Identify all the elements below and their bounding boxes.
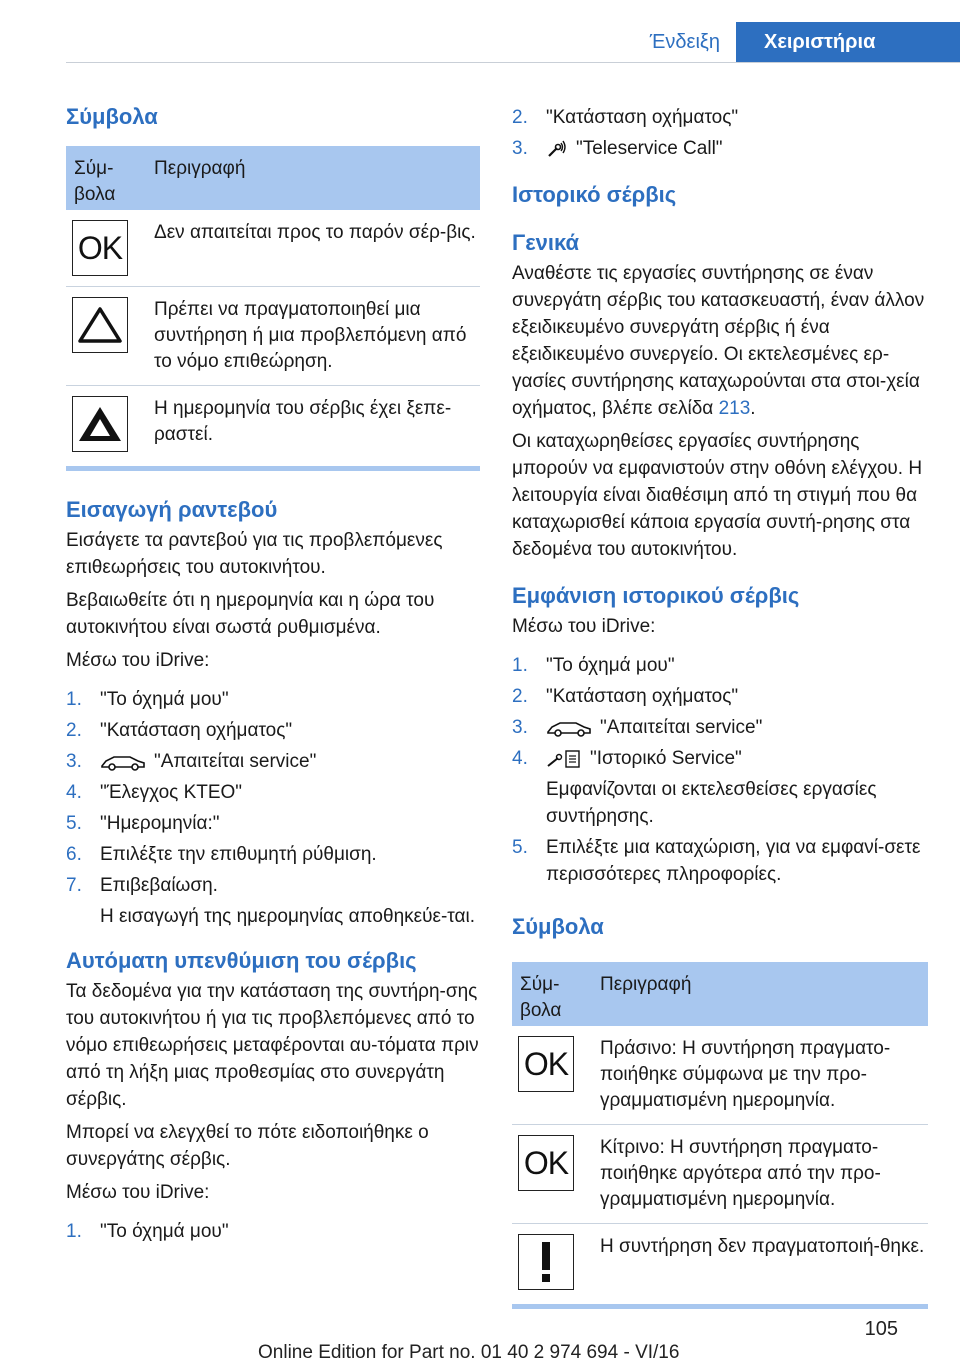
teleservice-steps — [512, 104, 928, 162]
footer — [0, 1318, 960, 1362]
step-text: "Το όχημά μου" — [100, 689, 229, 710]
step-number: 2. — [66, 720, 82, 741]
step-number: 1. — [66, 1221, 82, 1242]
car-icon — [546, 719, 592, 737]
table-end-rule — [512, 1304, 928, 1309]
step-text: "Κατάσταση οχήματος" — [546, 686, 739, 707]
appointment-heading: Εισαγωγή ραντεβού — [66, 497, 278, 522]
history-heading: Ιστορικό σέρβις — [512, 182, 677, 207]
list-item — [512, 135, 928, 162]
step-number: 7. — [66, 875, 82, 896]
edition-line: Online Edition for Part no. 01 40 2 974 694 - VI/16 — [258, 1342, 680, 1362]
step-text: "Το όχημά μου" — [100, 1221, 229, 1242]
step-number: 3. — [512, 717, 528, 738]
list-item — [66, 1218, 480, 1245]
paragraph: Μέσω του iDrive: — [66, 650, 210, 671]
wrench-signal-icon — [546, 139, 568, 159]
page-number: 105 — [864, 1318, 898, 1340]
step-text: "Ημερομηνία:" — [100, 813, 220, 834]
row-description: Πρέπει να πραγματοποιηθεί μια συντήρηση ή μια προβλεπόμενη από το νόμο επιθεώρηση. — [154, 299, 467, 372]
ok-icon: OK — [518, 1135, 574, 1191]
step-text: Επιλέξτε μια καταχώριση, για να εμφανί-σετε περισσότερες πληροφορίες. — [546, 837, 921, 885]
appointment-steps — [66, 686, 480, 899]
step-text: Επιβεβαίωση. — [100, 875, 218, 896]
header-label: Σύμ- — [520, 974, 560, 995]
col-symbols-header — [66, 156, 146, 210]
header-label: βολα — [520, 1000, 562, 1021]
list-item — [512, 683, 928, 710]
header-label: Σύμ- — [74, 158, 114, 179]
row-description: Πράσινο: Η συντήρηση πραγματο-ποιήθηκε σύμφωνα με την προ-γραμματισμένη ημερομηνία. — [600, 1038, 891, 1111]
warning-triangle-outline-icon — [72, 297, 128, 353]
row-description: Δεν απαιτείται προς το παρόν σέρ-βις. — [154, 222, 476, 243]
list-item — [512, 834, 928, 888]
step-number: 1. — [512, 655, 528, 676]
table-row — [512, 1125, 928, 1224]
table-header — [512, 962, 928, 1026]
paragraph: Μπορεί να ελεγχθεί το πότε ειδοποιήθηκε ο συνεργάτης σέρβις. — [66, 1122, 429, 1170]
step-number: 1. — [66, 689, 82, 710]
step-text: "Teleservice Call" — [576, 138, 723, 159]
list-item — [512, 745, 928, 772]
page-link[interactable]: 213 — [718, 398, 751, 419]
reminder-steps — [66, 1218, 480, 1245]
step-text: "Κατάσταση οχήματος" — [546, 107, 739, 128]
header-label: βολα — [74, 184, 116, 205]
row-description: Η ημερομηνία του σέρβις έχει ξεπε-ραστεί. — [154, 398, 452, 445]
step-text: Επιλέξτε την επιθυμητή ρύθμιση. — [100, 844, 377, 865]
step-number: 2. — [512, 686, 528, 707]
display-history-heading: Εμφάνιση ιστορικού σέρβις — [512, 583, 800, 608]
col-description-header: Περιγραφή — [600, 974, 692, 995]
step-number: 4. — [512, 748, 528, 769]
list-item — [512, 104, 928, 131]
col-symbols-header — [512, 972, 592, 1026]
paragraph: Μέσω του iDrive: — [512, 616, 656, 637]
table-row — [512, 1026, 928, 1125]
car-icon — [100, 753, 146, 771]
left-column — [66, 96, 480, 1249]
step-number: 5. — [512, 837, 528, 858]
step-number: 4. — [66, 782, 82, 803]
paragraph: Μέσω του iDrive: — [66, 1182, 210, 1203]
paragraph: Εισάγετε τα ραντεβού για τις προβλεπόμενες επιθεωρήσεις του αυτοκινήτου. — [66, 530, 443, 578]
paragraph: Οι καταχωρηθείσες εργασίες συντήρησης μπορούν να εμφανιστούν στην οθόνη ελέγχου. Η λειτουργία είναι διαθέσιμη από τη στιγμή που θα καταχωρισθεί κάποια εργασία συντή-ρησης στα δεδομένα του αυτοκινήτου. — [512, 431, 923, 560]
row-description: Η συντήρηση δεν πραγματοποιή-θηκε. — [600, 1236, 925, 1257]
ok-icon: OK — [518, 1036, 574, 1092]
step-number: 5. — [66, 813, 82, 834]
list-item — [66, 686, 480, 713]
step-text: "Απαιτείται service" — [154, 751, 317, 772]
step-number: 2. — [512, 107, 528, 128]
col-description-header: Περιγραφή — [154, 158, 246, 179]
top-nav — [634, 22, 960, 62]
symbols-table-2 — [512, 962, 928, 1309]
step-number: 3. — [66, 751, 82, 772]
step-text: "Ιστορικό Service" — [590, 748, 742, 769]
tab-controls[interactable]: Χειριστήρια — [736, 22, 960, 62]
symbols-heading: Σύμβολα — [66, 104, 158, 129]
general-heading: Γενικά — [512, 230, 580, 255]
display-steps — [512, 652, 928, 772]
list-item — [66, 872, 480, 899]
step-text: "Απαιτείται service" — [600, 717, 763, 738]
paragraph-text: Αναθέστε τις εργασίες συντήρησης σε έναν συνεργάτη σέρβις του κατασκευαστή, έναν άλλον εξειδικευμένο συνεργάτη σέρβις ή ένα εξειδικευμένο συνεργείο. Οι εκτελεσμένες ερ-γασίες συντήρησης καταχωρούνται στα στοι-χεία οχήματος, βλέπε σελίδα — [512, 263, 925, 419]
paragraph: Βεβαιωθείτε ότι η ημερομηνία και η ώρα του αυτοκινήτου είναι σωστά ρυθμισμένα. — [66, 590, 435, 638]
list-item — [66, 717, 480, 744]
step-number: 3. — [512, 138, 528, 159]
list-item — [66, 748, 480, 775]
step-text: "Κατάσταση οχήματος" — [100, 720, 293, 741]
list-item — [66, 841, 480, 868]
display-steps-cont — [512, 834, 928, 888]
warning-triangle-filled-icon — [72, 396, 128, 452]
paragraph-text: . — [750, 398, 756, 419]
symbols-table — [66, 146, 480, 471]
table-end-rule — [66, 466, 480, 471]
reminder-heading: Αυτόματη υπενθύμιση του σέρβις — [66, 948, 417, 973]
service-history-icon — [546, 749, 582, 769]
list-item — [512, 652, 928, 679]
paragraph — [512, 260, 928, 422]
header-rule — [66, 62, 960, 63]
table-row — [66, 210, 480, 287]
row-description: Κίτρινο: Η συντήρηση πραγματο-ποιήθηκε αργότερα από την προ-γραμματισμένη ημερομηνία. — [600, 1137, 881, 1210]
symbols-heading-2: Σύμβολα — [512, 914, 604, 939]
step-note: Εμφανίζονται οι εκτελεσθείσες εργασίες συντήρησης. — [546, 779, 877, 827]
exclamation-icon — [518, 1234, 574, 1290]
table-row — [512, 1224, 928, 1300]
table-row — [66, 386, 480, 462]
table-header — [66, 146, 480, 210]
step-note: Η εισαγωγή της ημερομηνίας αποθηκεύε-ται. — [100, 906, 476, 927]
table-row — [66, 287, 480, 386]
paragraph: Τα δεδομένα για την κατάσταση της συντήρη-σης του αυτοκινήτου ή για τις προβλεπόμενες από το νόμο επιθεωρήσεις μεταφέρονται αυ-τόματα πριν από τη λήξη μιας προθεσμίας στο συνεργάτη σέρβις. — [66, 981, 479, 1110]
ok-icon: OK — [72, 220, 128, 276]
list-item — [66, 779, 480, 806]
step-number: 6. — [66, 844, 82, 865]
list-item — [512, 714, 928, 741]
tab-index[interactable]: Ένδειξη — [634, 22, 736, 62]
step-text: "Έλεγχος ΚΤΕΟ" — [100, 782, 243, 803]
step-text: "Το όχημά μου" — [546, 655, 675, 676]
right-column — [512, 104, 928, 1309]
list-item — [66, 810, 480, 837]
